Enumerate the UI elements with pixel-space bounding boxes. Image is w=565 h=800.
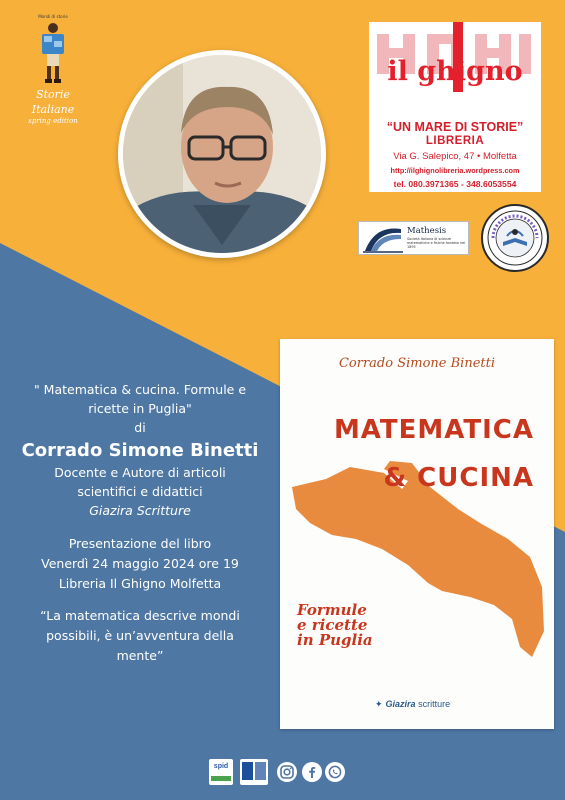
libreria-name: il ghigno [387,56,523,87]
by-text: di [134,420,146,435]
spid-logo [209,759,233,785]
libreria-address: Via G. Salepico, 47 • Molfetta [393,151,517,162]
facebook-icon[interactable] [302,762,322,782]
book-subtitle-line1: Formule [297,601,367,619]
author-role: Docente e Autore di articoli scientifici e didattici [54,465,226,499]
event-info [0,380,280,666]
book-subtitle-line2: e ricette [297,616,368,634]
author-portrait-illustration [123,55,321,253]
whatsapp-icon[interactable] [325,762,345,782]
storie-italiane-logo [18,14,88,125]
brand-title-line1: Storie [36,88,70,101]
author-photo [118,50,326,258]
association-seal-logo [481,204,549,272]
book-cover-author: Corrado Simone Binetti [338,356,496,371]
book-cover [280,339,554,729]
footer-icons [0,759,565,787]
seal-book-icon [483,206,547,270]
presentation-label: Presentazione del libro [68,536,212,551]
spid-bar [211,776,231,781]
spid-label: spid [213,763,229,770]
publisher-feather-icon: ✦ [375,699,383,709]
publisher-name: Giazira Scritture [89,503,191,518]
reader-figure-icon [36,21,70,85]
puglia-map-illustration [280,339,554,729]
author-quote: “La matematica descrive mondi possibili, è un’avventura della mente” [40,608,240,663]
cie-logo [240,759,268,785]
event-details [0,534,280,594]
event-venue: Libreria Il Ghigno Molfetta [58,576,222,591]
book-cover-title-line1: MATEMATICA [333,415,534,445]
libreria-il-ghigno-logo [369,22,541,192]
book-cover-publisher [375,699,495,710]
mathesis-description: Società Italiana di scienze matematiche e fisiche fondata nel 1895 [407,237,466,250]
book-title-text: " Matematica & cucina. Formule e ricette in Puglia" [33,382,247,416]
libreria-phone: tel. 080.3971365 - 348.6053554 [393,179,517,189]
libreria-tagline: “UN MARE DI STORIE” [386,120,524,134]
publisher-name-rest: scritture [418,699,451,709]
brand-subtitle: spring edition [28,117,78,125]
book-cover-subtitle [297,603,417,648]
cie-block-left [242,762,253,780]
mathesis-name: Mathesis [407,226,447,236]
brand-title-line2: Italiane [31,103,75,116]
instagram-icon[interactable] [277,762,297,782]
book-cover-title-line2: & CUCINA [383,463,534,493]
event-datetime: Venerdì 24 maggio 2024 ore 19 [41,556,239,571]
brand-top-text: Mondi di storie [38,14,68,19]
cie-block-right [255,762,266,780]
mathesis-logo [358,221,469,255]
publisher-name-strong: Giazira [385,699,416,709]
libreria-type: LIBRERIA [425,135,485,147]
author-name: Corrado Simone Binetti [21,440,259,461]
libreria-website: http://ilghignolibreria.wordpress.com [390,166,520,175]
mathesis-emblem-icon [361,223,405,255]
book-subtitle-line3: in Puglia [297,631,373,649]
